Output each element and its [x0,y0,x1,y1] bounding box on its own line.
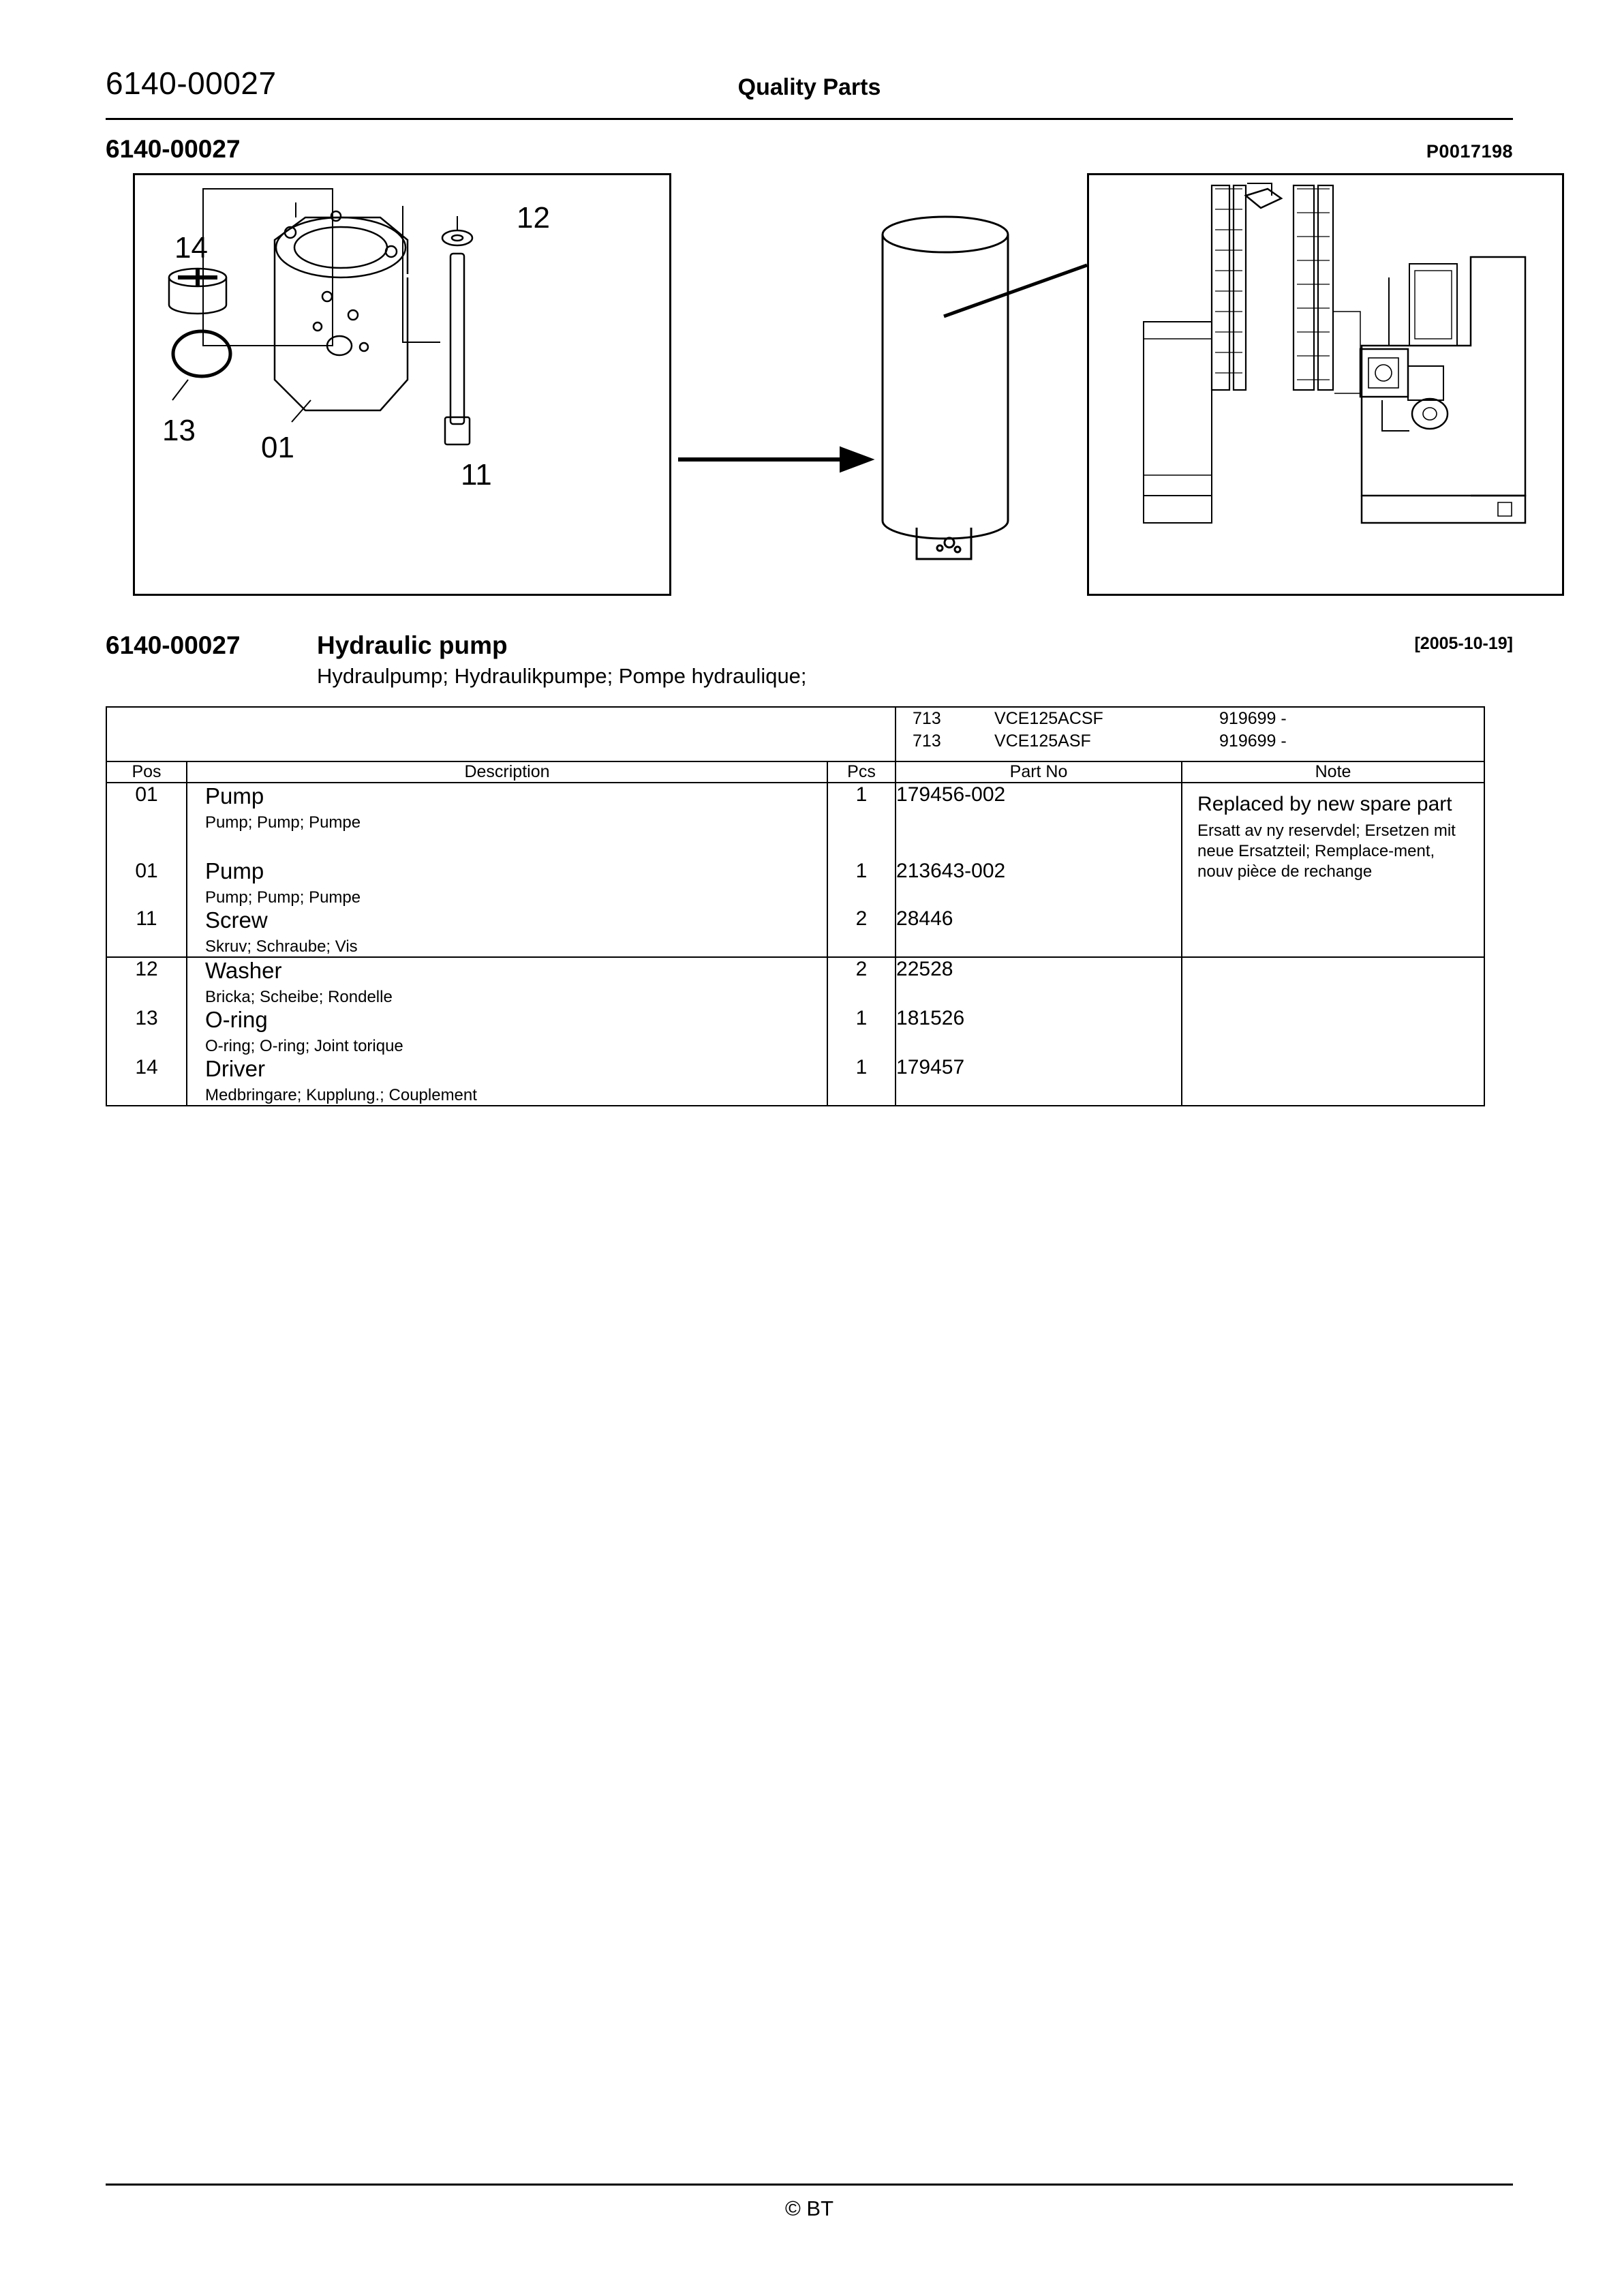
page-footer [106,2184,1513,2221]
row-description [187,1056,827,1106]
row-pos: 13 [106,1007,187,1056]
section-code: 6140-00027 [106,135,241,163]
row-description [187,1007,827,1056]
page-header [106,65,1513,112]
row-note-main: Replaced by new spare part [1197,793,1452,815]
column-header-pos: Pos [106,761,187,783]
row-pos: 01 [106,783,187,832]
applicability-row [106,707,1484,761]
callout-14: 14 [174,231,208,265]
row-description-translations: Pump; Pump; Pumpe [205,813,361,832]
row-part-no: 213643-002 [896,832,1182,907]
callout-13: 13 [162,414,196,447]
applicability-serial: 919699 - [1219,731,1287,751]
row-part-no: 22528 [896,957,1182,1007]
row-description-main: Pump [205,783,264,809]
column-header-part-no: Part No [896,761,1182,783]
callout-12: 12 [517,201,550,235]
figure-area [106,173,1513,609]
row-part-no: 181526 [896,1007,1182,1056]
page-content [106,65,1513,1106]
row-description-main: Screw [205,907,268,933]
table-row [106,957,1484,1007]
figure-connector-arrows [671,173,1094,596]
machine-location-diagram [1087,173,1564,596]
row-description-main: Pump [205,858,264,883]
row-note [1182,957,1484,1106]
applicability-number: 713 [913,731,941,751]
footer-copyright: © BT [784,2196,834,2220]
column-header-pcs: Pcs [827,761,896,783]
applicability-item [896,730,1484,753]
row-description-translations: Bricka; Scheibe; Rondelle [205,988,393,1006]
footer-divider [106,2184,1513,2186]
row-pcs: 1 [827,1056,896,1106]
row-description-translations: Medbringare; Kupplung.; Couplement [205,1086,477,1104]
header-title: Quality Parts [737,74,881,100]
figure-reference-id: P0017198 [1426,141,1513,162]
row-pcs: 1 [827,832,896,907]
applicability-model: VCE125ASF [994,731,1091,751]
row-description-main: O-ring [205,1007,268,1032]
row-description-main: Driver [205,1056,265,1081]
table-row [106,783,1484,832]
row-pcs: 1 [827,1007,896,1056]
row-pos: 11 [106,907,187,957]
applicability-item [896,708,1484,730]
table-header-row [106,761,1484,783]
row-pos: 01 [106,832,187,907]
row-description-translations: Pump; Pump; Pumpe [205,888,361,907]
callout-01: 01 [261,431,294,464]
row-pos: 14 [106,1056,187,1106]
parts-table [106,706,1485,1106]
row-description [187,957,827,1007]
applicability-models [896,707,1484,761]
exploded-diagram-svg [135,175,673,598]
row-description-translations: Skruv; Schraube; Vis [205,937,358,956]
row-part-no: 28446 [896,907,1182,957]
part-title-translations: Hydraulpump; Hydraulikpumpe; Pompe hydraulique; [317,664,807,688]
row-description-translations: O-ring; O-ring; Joint torique [205,1037,403,1055]
applicability-model: VCE125ACSF [994,709,1103,728]
callout-11: 11 [461,458,492,492]
part-title-name: Hydraulic pump [317,631,508,659]
row-description [187,832,827,907]
row-note-translations: Ersatt av ny reservdel; Ersetzen mit neue Ersatzteil; Remplace-ment, nouv pièce de rechange [1197,821,1456,881]
exploded-parts-diagram [133,173,671,596]
header-divider [106,118,1513,120]
applicability-serial: 919699 - [1219,709,1287,728]
row-description [187,907,827,957]
applicability-number: 713 [913,709,941,728]
section-header [106,135,1513,164]
part-revision-date: [2005-10-19] [1414,634,1513,653]
row-pcs: 2 [827,907,896,957]
column-header-note: Note [1182,761,1484,783]
row-description [187,783,827,832]
part-title-code: 6140-00027 [106,631,241,659]
row-pcs: 1 [827,783,896,832]
row-part-no: 179457 [896,1056,1182,1106]
column-header-description: Description [187,761,827,783]
machine-location-svg [1089,175,1566,598]
row-note [1182,783,1484,957]
row-pcs: 2 [827,957,896,1007]
row-description-main: Washer [205,958,282,983]
header-document-code: 6140-00027 [106,65,277,101]
row-pos: 12 [106,957,187,1007]
part-title-block [106,631,1513,660]
row-part-no: 179456-002 [896,783,1182,832]
applicability-blank [106,707,896,761]
